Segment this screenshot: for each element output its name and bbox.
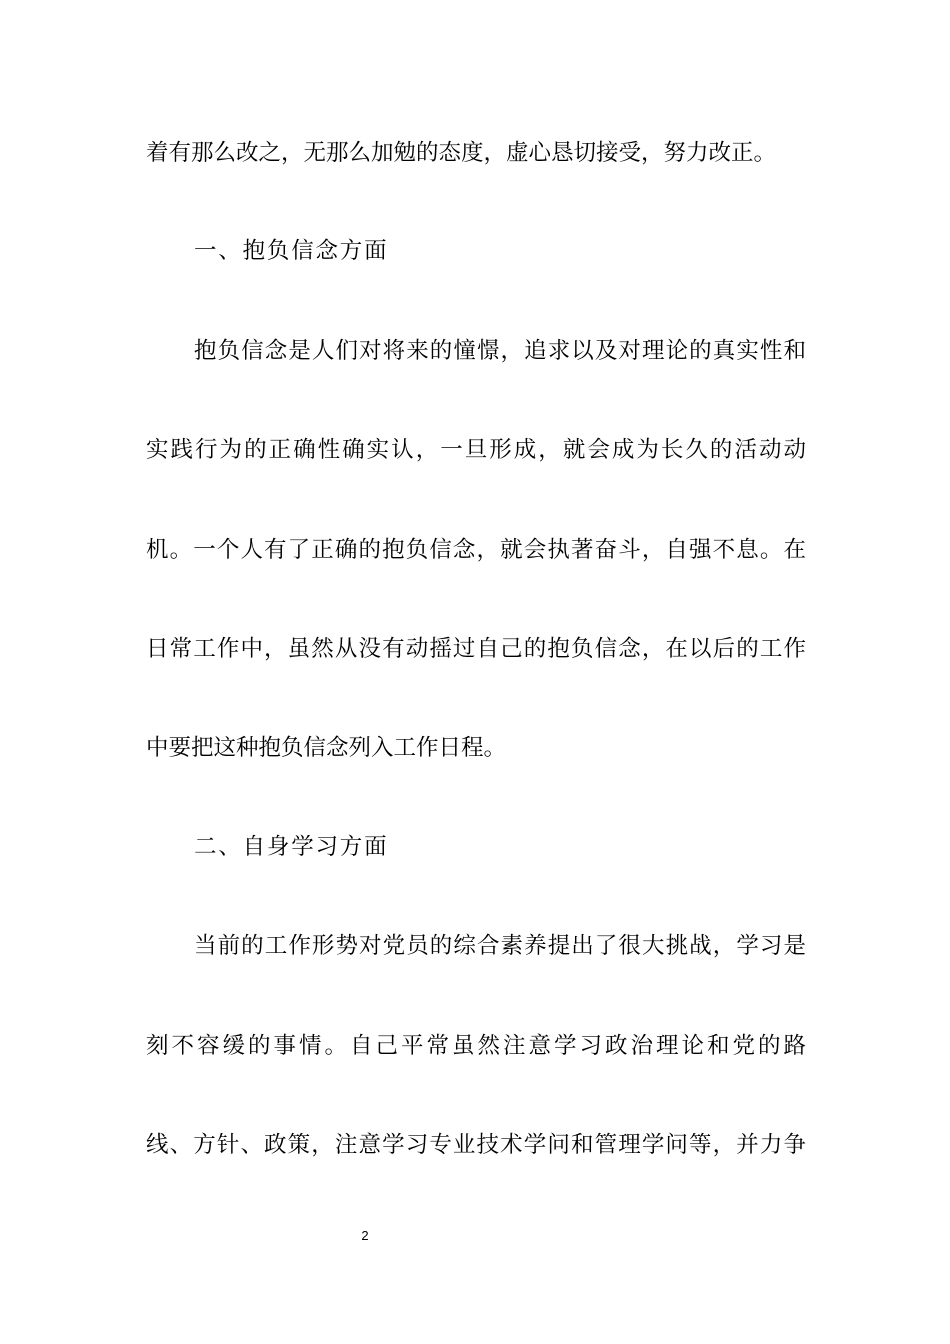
paragraph-line: 实践行为的正确性确实认，一旦形成，就会成为长久的活动动 [146,437,806,463]
paragraph-line: 日常工作中，虽然从没有动摇过自己的抱负信念，在以后的工作 [146,636,806,662]
paragraph-line: 抱负信念是人们对将来的憧憬，追求以及对理论的真实性和 [194,338,806,364]
paragraph-line: 刻不容缓的事情。自己平常虽然注意学习政治理论和党的路 [146,1033,806,1059]
paragraph-line: 着有那么改之，无那么加勉的态度，虚心恳切接受，努力改正。 [146,140,777,166]
paragraph-line: 机。一个人有了正确的抱负信念，就会执著奋斗，自强不息。在 [146,537,806,563]
paragraph-line: 中要把这种抱负信念列入工作日程。 [146,735,507,761]
section-heading: 一、抱负信念方面 [194,238,389,264]
paragraph-line: 当前的工作形势对党员的综合素养提出了很大挑战，学习是 [194,933,806,959]
section-heading: 二、自身学习方面 [194,834,389,860]
page-number: 2 [361,1228,369,1243]
paragraph-line: 线、方针、政策，注意学习专业技术学问和管理学问等，并力争 [146,1132,806,1158]
